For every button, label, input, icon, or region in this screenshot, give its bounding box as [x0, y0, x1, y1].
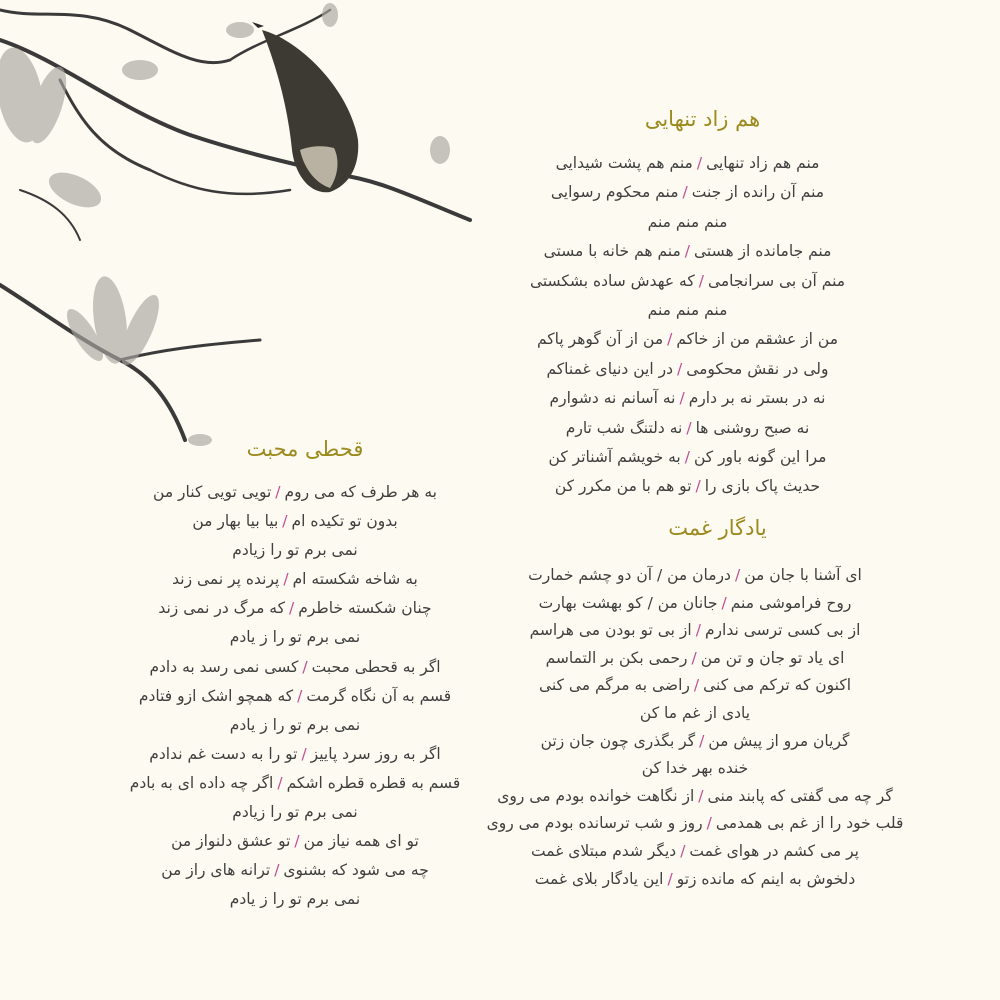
verse-line	[470, 672, 920, 700]
verse-line	[515, 472, 860, 501]
verse-second-half: ترانه های راز من	[161, 861, 271, 880]
verse-separator: /	[297, 686, 303, 705]
verse-line	[90, 827, 500, 856]
verse-first-half: خنده بهر خدا کن	[641, 759, 749, 778]
verse-separator: /	[294, 832, 300, 851]
verse-second-half: نه آسانم نه دشوارم	[549, 389, 676, 408]
poem-title: هم زاد تنهایی	[644, 107, 761, 131]
verse-first-half: به شاخه شکسته ام	[292, 570, 418, 589]
verse-line	[90, 623, 500, 652]
verse-first-half: نمی برم تو را زیادم	[232, 803, 358, 822]
verse-separator: /	[274, 861, 280, 880]
verse-second-half: دیگر شدم مبتلای غمت	[531, 841, 677, 860]
magnolia-bird-illustration	[0, 0, 480, 460]
verse-second-half: منم محکوم رسوایی	[550, 183, 679, 202]
verse-second-half: پرنده پر نمی زند	[172, 570, 280, 589]
verse-first-half: منم هم زاد تنهایی	[706, 154, 820, 172]
verse-line	[515, 296, 860, 325]
verse-line	[470, 866, 920, 894]
verse-separator: /	[706, 814, 712, 833]
verse-first-half: یادی از غم ما کن	[639, 703, 751, 722]
verse-second-half: من از آن گوهر پاکم	[536, 330, 664, 349]
verse-first-half: حدیث پاک بازی را	[704, 477, 821, 496]
verse-separator: /	[667, 330, 673, 349]
verse-line	[470, 590, 920, 618]
verse-first-half: منم آن رانده از جنت	[691, 183, 825, 202]
verse-first-half: گریان مرو از پیش من	[708, 731, 850, 750]
verse-separator: /	[684, 447, 690, 466]
verse-first-half: نه در بستر نه بر دارم	[688, 389, 826, 408]
verse-second-half: اگر چه داده ای به بادم	[129, 773, 274, 792]
verse-first-half: اگر به قحطی محبت	[311, 657, 441, 676]
verse-second-half: که همچو اشک ازو فتادم	[138, 686, 294, 705]
verse-separator: /	[277, 773, 283, 792]
verse-first-half: دلخوش به اینم که مانده زتو	[676, 869, 856, 888]
verse-line	[90, 507, 500, 536]
verse-line	[515, 208, 860, 237]
verse-first-half: مرا این گونه باور کن	[693, 447, 827, 466]
verse-separator: /	[695, 621, 701, 640]
verse-first-half: منم منم منم	[647, 212, 728, 231]
verse-second-half: تو را به دست غم ندادم	[149, 744, 298, 763]
verse-line	[470, 810, 920, 838]
verse-separator: /	[289, 599, 295, 618]
verse-line	[470, 617, 920, 645]
verse-first-half: نمی برم تو را زیادم	[232, 541, 358, 560]
verse-first-half: منم آن بی سرانجامی	[707, 271, 846, 290]
verse-second-half: منم هم خانه با مستی	[543, 242, 681, 261]
verse-first-half: ای یاد تو جان و تن من	[700, 648, 845, 667]
verse-separator: /	[275, 483, 281, 501]
verse-first-half: نمی برم تو را ز یادم	[229, 715, 361, 734]
verse-separator: /	[696, 154, 703, 172]
verse-first-half: منم جامانده از هستی	[694, 242, 832, 261]
verse-separator: /	[698, 786, 704, 805]
verse-separator: /	[684, 242, 691, 261]
verse-second-half: تویی تویی کنار من	[153, 483, 272, 501]
verse-first-half: نمی برم تو را ز یادم	[229, 890, 361, 909]
verse-line	[90, 536, 500, 565]
verse-second-half: درمان من / آن دو چشم خمارت	[528, 566, 731, 584]
verse-line	[90, 798, 500, 827]
verse-second-half: تو عشق دلنواز من	[171, 832, 291, 851]
verse-second-half: در این دنیای غمناکم	[546, 359, 673, 378]
poem-yadegar-ghamat	[470, 510, 920, 893]
verse-first-half: روح فراموشی منم	[730, 593, 852, 612]
verse-first-half: منم منم منم	[647, 300, 728, 319]
verse-separator: /	[301, 744, 307, 763]
verse-line	[515, 384, 860, 413]
verse-first-half: قسم به آن نگاه گرمت	[306, 686, 452, 705]
verse-second-half: از نگاهت خوانده بودم می روی	[497, 786, 695, 805]
verse-separator: /	[698, 271, 704, 290]
verse-line	[90, 769, 500, 798]
verse-first-half: از بی کسی ترسی ندارم	[704, 621, 861, 640]
verse-first-half: گر چه می گفتی که پابند منی	[707, 786, 893, 805]
verse-separator: /	[691, 648, 697, 667]
verse-first-half: تو ای همه نیاز من	[303, 832, 419, 851]
poem-ham-zad-tanhayi	[515, 97, 860, 502]
verse-line	[90, 711, 500, 740]
verse-line	[515, 267, 860, 296]
verse-second-half: نه دلتنگ شب تارم	[565, 418, 683, 437]
verse-line	[470, 728, 920, 756]
verse-second-half: گر بگذری چون جان زتن	[540, 731, 696, 750]
verse-separator: /	[695, 477, 701, 496]
verse-first-half: ولی در نقش محکومی	[686, 359, 829, 378]
verse-line	[90, 594, 500, 623]
verse-separator: /	[693, 676, 700, 695]
verse-second-half: بیا بیا بهار من	[192, 512, 279, 531]
verse-separator: /	[667, 869, 673, 888]
verse-line	[470, 755, 920, 783]
verse-first-half: قلب خود را از غم بی همدمی	[715, 814, 904, 833]
verse-line	[515, 237, 860, 266]
verse-second-half: این یادگار بلای غمت	[534, 869, 664, 888]
verse-line	[470, 838, 920, 866]
verse-separator: /	[686, 418, 692, 437]
verse-separator: /	[699, 731, 705, 750]
verse-separator: /	[302, 657, 308, 676]
verse-separator: /	[282, 512, 288, 531]
verse-line	[90, 856, 500, 885]
poem-ghahti-mohabbat	[90, 432, 500, 914]
verse-separator: /	[734, 566, 741, 584]
verse-line	[90, 885, 500, 914]
verse-line	[515, 149, 860, 178]
verse-second-half: راضی به مرگم می کنی	[538, 676, 690, 695]
verse-line	[470, 783, 920, 811]
verse-second-half: که عهدش ساده بشکستی	[529, 271, 695, 290]
verse-separator: /	[283, 570, 289, 589]
verse-first-half: نمی برم تو را ز یادم	[229, 628, 361, 647]
verse-line	[90, 565, 500, 594]
poem-title: یادگار غمت	[668, 516, 767, 540]
verse-second-half: به خویشم آشناتر کن	[548, 447, 681, 466]
verse-first-half: ای آشنا با جان من	[744, 566, 862, 584]
poem-title: قحطی محبت	[246, 437, 364, 461]
verse-line	[90, 478, 500, 507]
verse-second-half: جانان من / کو بهشت بهارت	[538, 593, 718, 612]
verse-first-half: قسم به قطره قطره اشکم	[286, 773, 461, 792]
verse-line	[515, 414, 860, 443]
verse-separator: /	[680, 841, 686, 860]
verse-second-half: رحمی بکن بر التماسم	[545, 648, 688, 667]
verse-line	[470, 562, 920, 590]
verse-second-half: تو هم با من مکرر کن	[554, 477, 692, 496]
verse-separator: /	[682, 183, 688, 202]
bird-icon	[252, 22, 358, 192]
verse-first-half: پر می کشم در هوای غمت	[689, 841, 859, 860]
verse-second-half: منم هم پشت شیدایی	[555, 154, 693, 172]
verse-first-half: به هر طرف که می روم	[284, 483, 437, 501]
verse-line	[515, 178, 860, 207]
verse-first-half: نه صبح روشنی ها	[695, 418, 810, 437]
verse-line	[515, 325, 860, 354]
verse-second-half: که مرگ در نمی زند	[158, 599, 286, 618]
verse-second-half: روز و شب ترسانده بودم می روی	[486, 814, 703, 833]
verse-separator: /	[679, 389, 685, 408]
verse-line	[515, 355, 860, 384]
verse-first-half: چه می شود که بشنوی	[283, 861, 429, 880]
verse-line	[470, 700, 920, 728]
verse-separator: /	[721, 593, 727, 612]
verse-second-half: کسی نمی رسد به دادم	[149, 657, 299, 676]
verse-second-half: از بی تو بودن می هراسم	[529, 621, 692, 640]
verse-line	[470, 645, 920, 673]
verse-line	[90, 653, 500, 682]
verse-line	[90, 740, 500, 769]
verse-line	[515, 443, 860, 472]
verse-first-half: چنان شکسته خاطرم	[298, 599, 432, 618]
verse-first-half: اگر به روز سرد پاییز	[310, 744, 441, 763]
verse-first-half: اکنون که ترکم می کنی	[703, 676, 852, 695]
verse-separator: /	[676, 359, 683, 378]
verse-line	[90, 682, 500, 711]
verse-first-half: من از عشقم من از خاکم	[676, 330, 839, 349]
verse-first-half: بدون تو تکیده ام	[291, 512, 398, 531]
